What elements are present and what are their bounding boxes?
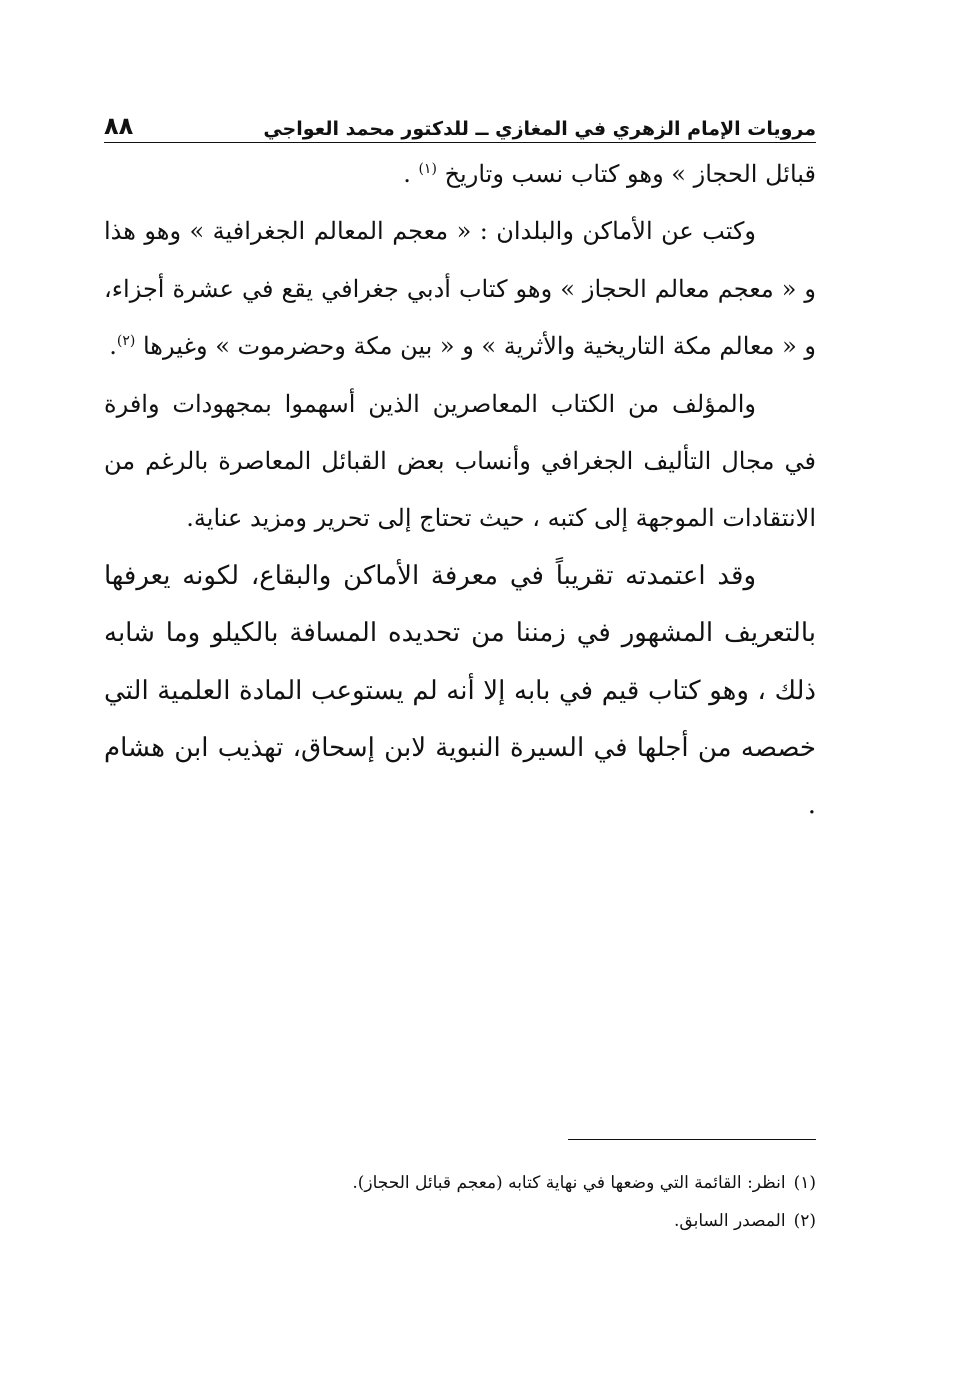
paragraph-3: والمؤلف من الكتاب المعاصرين الذين أسهموا بمجهودات وافرة في مجال التأليف الجغرافي وأنساب بعض القبائل المعاصرة بالرغم من الانتقادات الموجهة إلى كتبه ، حيث تحتاج إلى تحرير ومزيد عناية. [104,389,816,533]
footnote-ref-1[interactable]: (١) [418,161,437,177]
footnote-2 [104,1202,816,1240]
paragraph-2 [104,203,816,375]
footnote-text: المصدر السابق. [674,1211,786,1231]
footnote-number: (١) [793,1173,816,1193]
main-text [104,146,816,835]
paragraph-1-end: . [403,160,419,188]
footnote-separator [568,1139,816,1140]
paragraph-1 [104,146,816,203]
footnote-1 [104,1164,816,1202]
paragraph-2-end: . [109,332,117,361]
footnote-text: انظر: القائمة التي وضعها في نهاية كتابه (معجم قبائل الحجاز). [352,1173,786,1193]
paragraph-2-text: وكتب عن الأماكن والبلدان : « معجم المعالم الجغرافية » وهو هذا و « معجم معالم الحجاز » وهو كتاب أدبي جغرافي يقع في عشرة أجزاء، و « معالم مكة التاريخية والأثرية » و « بين مكة وحضرموت » وغيرها [104,217,816,361]
page-number: ٨٨ [104,112,134,140]
paragraph-1-text: قبائل الحجاز » وهو كتاب نسب وتاريخ [444,160,816,188]
footnote-number: (٢) [793,1211,816,1231]
paragraph-4: وقد اعتمدته تقريباً في معرفة الأماكن والبقاع، لكونه يعرفها بالتعريف المشهور في زمننا من تحديده المسافة بالكيلو وما شابه ذلك ، وهو كتاب قيم في بابه إلا أنه لم يستوعب المادة العلمية التي خصصه من أجلها في السيرة النبوية لابن إسحاق، تهذيب ابن هشام . [104,560,816,821]
running-title: مرويات الإمام الزهري في المغازي ــ للدكتور محمد العواجي [263,118,816,140]
footnotes [104,1164,816,1240]
page-header [104,100,816,143]
footnote-ref-2[interactable]: (٢) [116,333,136,350]
